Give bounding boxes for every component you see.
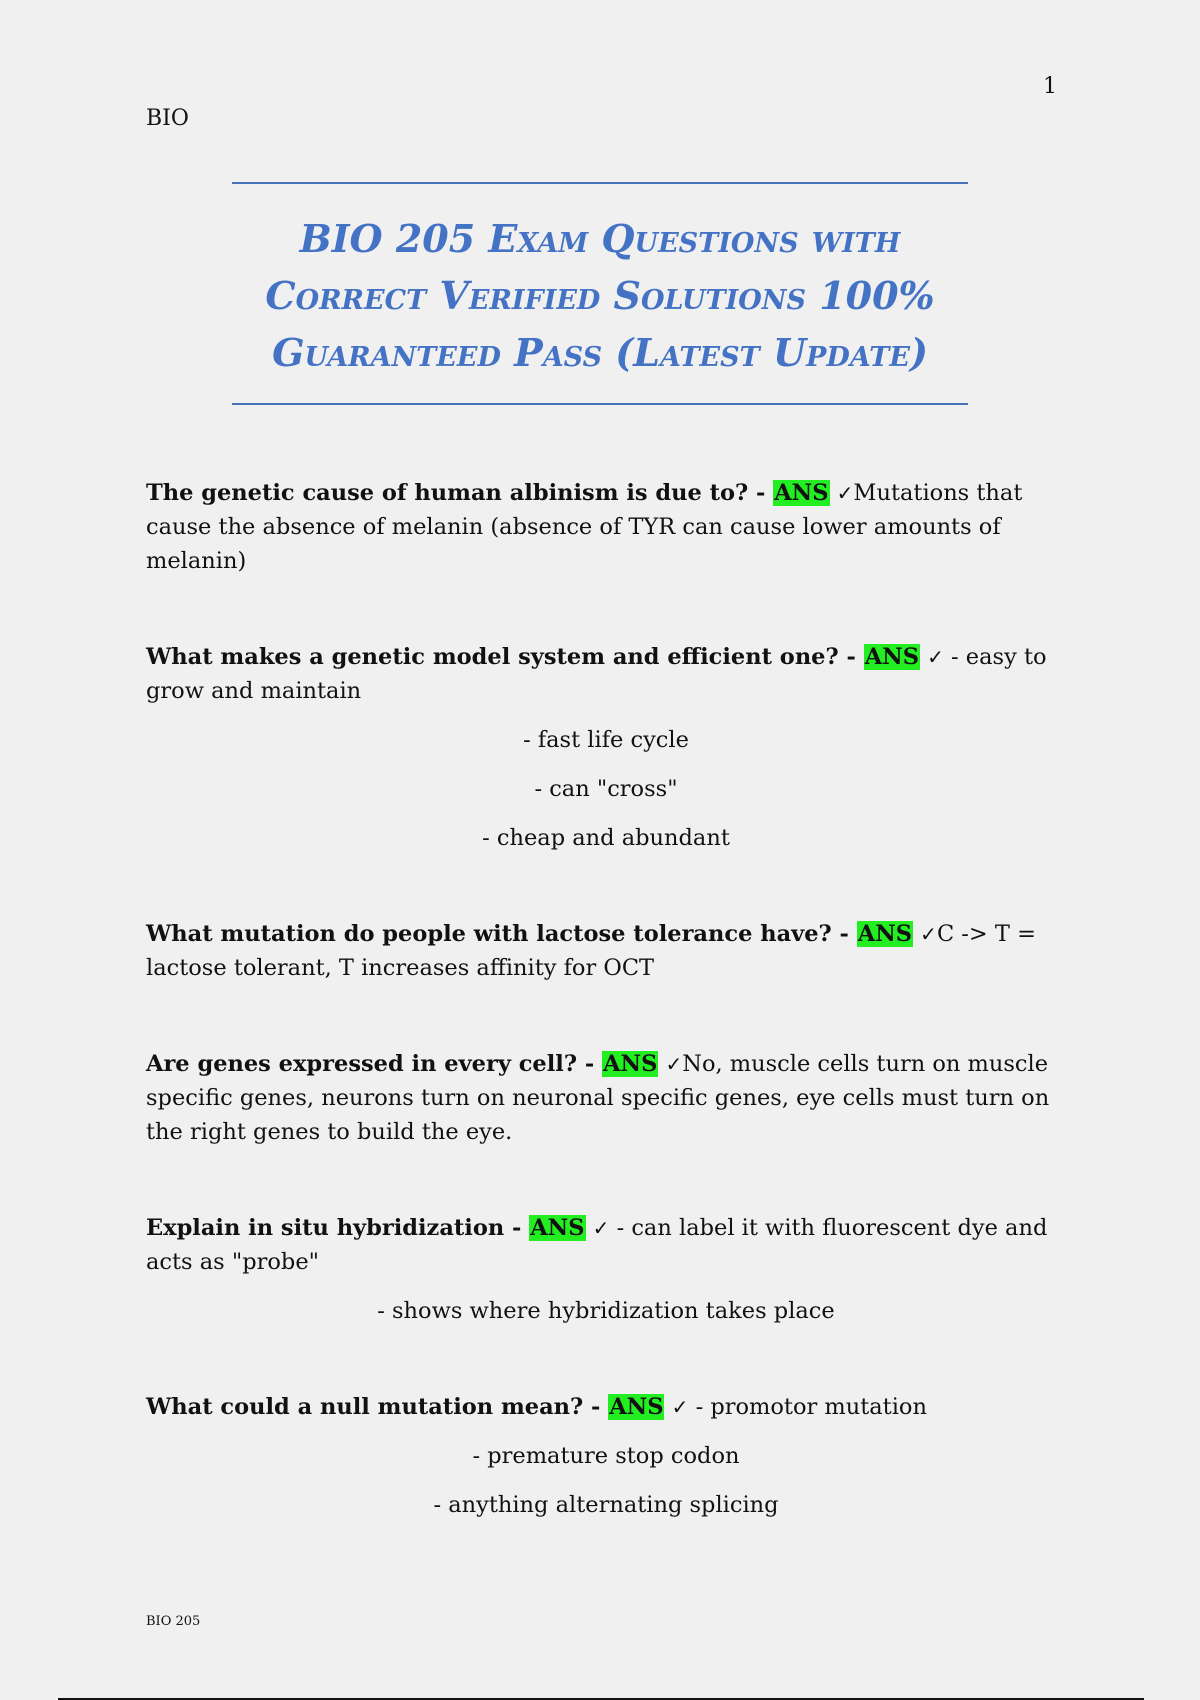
question-text: Are genes expressed in every cell? - [146, 1051, 603, 1077]
ans-tag: ANS [864, 644, 919, 670]
question-text: The genetic cause of human albinism is due to? - [146, 480, 774, 506]
answer-text: C -> T = lactose tolerant, T increases affinity for OCT [146, 921, 1036, 981]
qa-item [146, 917, 1066, 985]
question-text: What could a null mutation mean? - [146, 1394, 609, 1420]
header-label: BIO [146, 106, 189, 131]
qa-item [146, 1047, 1066, 1149]
page-number: 1 [1043, 74, 1057, 99]
check-icon: ✓ [836, 481, 854, 505]
question-text: What makes a genetic model system and efficient one? - [146, 644, 864, 670]
ans-tag: ANS [530, 1215, 585, 1241]
footer-label: BIO 205 [146, 1614, 201, 1629]
check-icon: ✓ [927, 645, 944, 669]
answer-text: - promotor mutation [695, 1394, 927, 1420]
check-icon: ✓ [671, 1395, 689, 1419]
check-icon: ✓ [592, 1216, 610, 1240]
ans-tag: ANS [609, 1394, 664, 1420]
check-icon: ✓ [665, 1052, 683, 1076]
title-line-3: Guaranteed Pass (Latest Update) [272, 330, 928, 375]
answer-sub-item: - fast life cycle [523, 727, 689, 753]
qa-item [146, 476, 1066, 578]
document-title-block [232, 182, 968, 405]
answer-sub-item: - shows where hybridization takes place [377, 1298, 835, 1324]
answer-text: Mutations that cause the absence of melanin (absence of TYR can cause lower amounts of melanin) [146, 480, 1023, 574]
title-line-2: Correct Verified Solutions 100% [265, 273, 935, 318]
answer-text: - easy to grow and maintain [146, 644, 1047, 704]
question-text: Explain in situ hybridization - [146, 1215, 530, 1241]
check-icon: ✓ [920, 922, 937, 946]
answer-sub-item: - cheap and abundant [482, 825, 730, 851]
answer-sub-item: - can "cross" [534, 776, 678, 802]
answer-sub-item: - anything alternating splicing [433, 1492, 779, 1518]
ans-tag: ANS [857, 921, 913, 947]
answer-text: No, muscle cells turn on muscle specific genes, neurons turn on neuronal specific genes, eye cells must turn on the right genes to build the eye. [146, 1051, 1050, 1145]
qa-item [146, 1390, 1066, 1424]
question-text: What mutation do people with lactose tolerance have? - [146, 921, 857, 947]
qa-content [146, 476, 1066, 1522]
answer-sub-item: - premature stop codon [472, 1443, 740, 1469]
qa-item [146, 640, 1066, 708]
answer-text: - can label it with fluorescent dye and acts as "probe" [146, 1215, 1048, 1275]
title-line-1: BIO 205 Exam Questions with [299, 216, 901, 261]
ans-tag: ANS [603, 1051, 658, 1077]
ans-tag: ANS [774, 480, 829, 506]
qa-item [146, 1211, 1066, 1279]
document-title [232, 210, 968, 381]
